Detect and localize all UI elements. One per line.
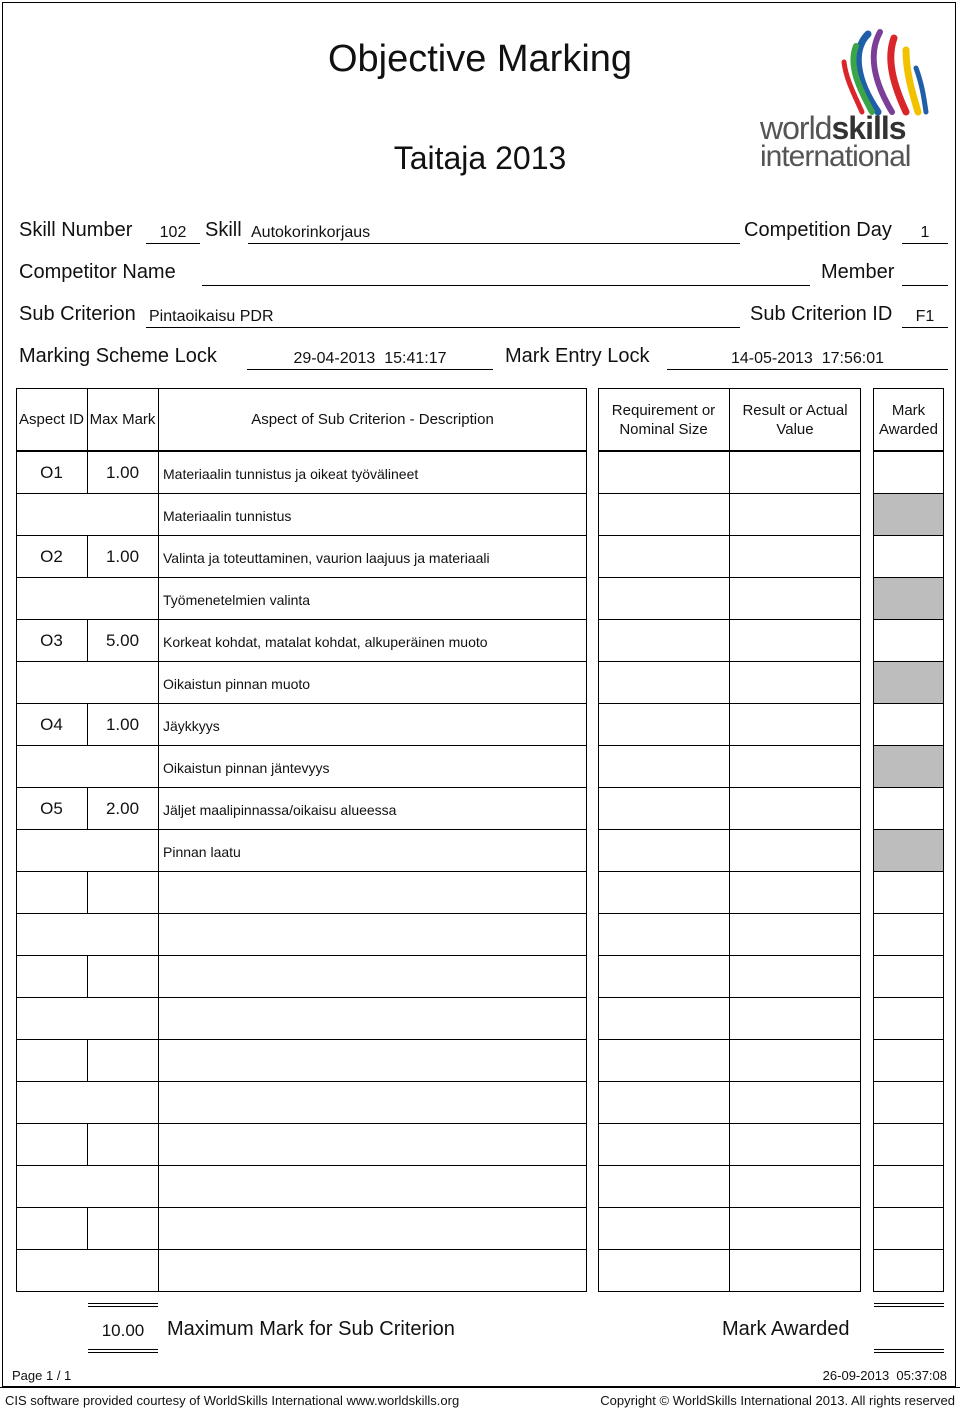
sub-criterion-underline xyxy=(146,327,740,328)
header-aspect-id: Aspect ID xyxy=(18,411,85,428)
table-row-max-mark: 5.00 xyxy=(105,631,140,650)
table-row-id-cell xyxy=(16,661,159,704)
table-row-aspect-id: O5 xyxy=(40,799,63,818)
table-row-result-cell[interactable] xyxy=(729,1207,861,1250)
table-row-desc-cell xyxy=(158,955,587,998)
table-row-description: Työmenetelmien valinta xyxy=(163,592,311,608)
table-row-requirement-cell[interactable] xyxy=(598,1123,730,1166)
logo-text-skills: skills xyxy=(831,110,906,146)
table-row-requirement-cell[interactable] xyxy=(598,1081,730,1124)
marking-scheme-lock-value: 29-04-2013 15:41:17 xyxy=(293,350,447,367)
table-row-requirement-cell[interactable] xyxy=(598,535,730,578)
table-row-description: Jäykkyys xyxy=(163,718,220,734)
skill-underline xyxy=(248,243,740,244)
print-timestamp: 26-09-2013 05:37:08 xyxy=(822,1368,947,1383)
table-row-requirement-cell[interactable] xyxy=(598,1207,730,1250)
table-row-result-cell[interactable] xyxy=(729,1123,861,1166)
table-row-id-cell xyxy=(16,493,159,536)
table-row-requirement-cell[interactable] xyxy=(598,955,730,998)
table-row-id-cell xyxy=(16,577,159,620)
table-row-id-cell xyxy=(16,1081,159,1124)
table-row-max-mark: 1.00 xyxy=(105,463,140,482)
sub-criterion-id-value[interactable]: F1 xyxy=(915,308,935,325)
table-row-mark-cell[interactable] xyxy=(873,1039,944,1082)
competition-day-value[interactable]: 1 xyxy=(920,224,930,241)
max-total-value: 10.00 xyxy=(101,1321,145,1340)
table-row-mark-cell[interactable] xyxy=(873,703,944,746)
table-row-result-cell[interactable] xyxy=(729,1081,861,1124)
header-description: Aspect of Sub Criterion - Description xyxy=(251,411,494,428)
table-row-mark-cell[interactable] xyxy=(873,871,944,914)
table-row-mark-cell[interactable] xyxy=(873,1249,944,1292)
table-row-requirement-cell[interactable] xyxy=(598,619,730,662)
sub-criterion-label: Sub Criterion xyxy=(19,303,136,325)
table-row-description: Valinta ja toteuttaminen, vaurion laajuus ja materiaali xyxy=(163,550,490,566)
table-row-mark-cell[interactable] xyxy=(873,1081,944,1124)
table-row-max-mark: 2.00 xyxy=(105,799,140,818)
table-row-desc-cell xyxy=(158,871,587,914)
table-row-requirement-cell[interactable] xyxy=(598,787,730,830)
table-row-requirement-cell[interactable] xyxy=(598,913,730,956)
table-row-id-divider xyxy=(87,1207,88,1250)
awarded-top-rule xyxy=(874,1303,944,1307)
table-row-id-cell xyxy=(16,829,159,872)
sub-criterion-value[interactable]: Pintaoikaisu PDR xyxy=(149,308,274,325)
copyright-notice: Copyright © WorldSkills International 2013. All rights reserved xyxy=(600,1393,955,1408)
member-underline xyxy=(902,285,948,286)
table-row-description: Jäljet maalipinnassa/oikaisu alueessa xyxy=(163,802,397,818)
table-row-requirement-cell[interactable] xyxy=(598,871,730,914)
total-bottom-rule xyxy=(88,1349,158,1353)
header-result: Result or Actual Value xyxy=(742,401,848,438)
table-row-mark-cell xyxy=(873,577,944,620)
table-row-aspect-id: O2 xyxy=(40,547,63,566)
table-row-description: Oikaistun pinnan muoto xyxy=(163,676,311,692)
table-row-aspect-id: O1 xyxy=(40,463,63,482)
table-row-result-cell[interactable] xyxy=(729,871,861,914)
table-row-desc-cell xyxy=(158,1207,587,1250)
skill-value[interactable]: Autokorinkorjaus xyxy=(251,224,371,241)
table-row-mark-cell xyxy=(873,661,944,704)
table-row-result-cell[interactable] xyxy=(729,619,861,662)
table-row-id-cell xyxy=(16,745,159,788)
table-row-result-cell[interactable] xyxy=(729,955,861,998)
table-row-aspect-id: O4 xyxy=(40,715,63,734)
table-row-id-divider xyxy=(87,955,88,998)
mark-entry-lock-underline xyxy=(667,369,948,370)
logo-text-line2: international xyxy=(760,140,911,173)
skill-number-value[interactable]: 102 xyxy=(159,224,187,241)
table-row-mark-cell xyxy=(873,493,944,536)
table-row-desc-cell xyxy=(158,703,587,746)
table-row-description: Korkeat kohdat, matalat kohdat, alkuperäinen muoto xyxy=(163,634,488,650)
table-row-mark-cell[interactable] xyxy=(873,619,944,662)
table-row-mark-cell[interactable] xyxy=(873,535,944,578)
page-subtitle: Taitaja 2013 xyxy=(393,140,567,176)
mark-entry-lock-label: Mark Entry Lock xyxy=(505,345,650,367)
skill-number-underline xyxy=(146,243,200,244)
table-row-id-cell xyxy=(16,1165,159,1208)
skill-label: Skill xyxy=(205,219,242,241)
page-number: Page 1 / 1 xyxy=(12,1368,72,1383)
table-row-max-mark: 1.00 xyxy=(105,547,140,566)
table-row-mark-cell xyxy=(873,829,944,872)
max-total-label: Maximum Mark for Sub Criterion xyxy=(167,1318,455,1340)
sub-criterion-id-label: Sub Criterion ID xyxy=(750,303,893,325)
table-row-desc-cell xyxy=(158,1039,587,1082)
table-row-result-cell[interactable] xyxy=(729,997,861,1040)
sub-criterion-id-underline xyxy=(902,327,948,328)
table-row-requirement-cell[interactable] xyxy=(598,829,730,872)
awarded-bottom-rule xyxy=(874,1349,944,1353)
competitor-name-label: Competitor Name xyxy=(19,261,176,283)
table-row-result-cell[interactable] xyxy=(729,787,861,830)
table-row-description: Pinnan laatu xyxy=(163,844,241,860)
table-row-mark-cell[interactable] xyxy=(873,1207,944,1250)
table-row-requirement-cell[interactable] xyxy=(598,1249,730,1292)
table-row-result-cell[interactable] xyxy=(729,661,861,704)
table-row-desc-cell xyxy=(158,997,587,1040)
marking-scheme-lock-label: Marking Scheme Lock xyxy=(19,345,217,367)
table-row-requirement-cell[interactable] xyxy=(598,661,730,704)
table-row-mark-cell[interactable] xyxy=(873,1165,944,1208)
table-row-requirement-cell[interactable] xyxy=(598,997,730,1040)
table-row-description: Materiaalin tunnistus xyxy=(163,508,292,524)
table-row-result-cell[interactable] xyxy=(729,493,861,536)
table-row-result-cell[interactable] xyxy=(729,1039,861,1082)
table-row-result-cell[interactable] xyxy=(729,1165,861,1208)
table-row-desc-cell xyxy=(158,1123,587,1166)
table-row-result-cell[interactable] xyxy=(729,535,861,578)
table-row-id-cell xyxy=(16,1249,159,1292)
table-row-max-mark: 1.00 xyxy=(105,715,140,734)
table-row-mark-cell[interactable] xyxy=(873,787,944,830)
table-row-desc-cell xyxy=(158,1165,587,1208)
header-mark-awarded: Mark Awarded xyxy=(879,401,938,438)
worldskills-logo-icon xyxy=(756,28,936,118)
member-label: Member xyxy=(821,261,895,283)
table-row-desc-cell xyxy=(158,1081,587,1124)
table-row-mark-cell[interactable] xyxy=(873,913,944,956)
table-row-result-cell[interactable] xyxy=(729,1249,861,1292)
table-row-requirement-cell[interactable] xyxy=(598,577,730,620)
table-row-id-cell xyxy=(16,997,159,1040)
table-row-mark-cell xyxy=(873,745,944,788)
table-row-result-cell[interactable] xyxy=(729,745,861,788)
table-row-id-cell xyxy=(16,913,159,956)
skill-number-label: Skill Number xyxy=(19,219,133,241)
mark-entry-lock-value: 14-05-2013 17:56:01 xyxy=(730,350,884,367)
marking-scheme-lock-underline xyxy=(247,369,493,370)
competition-day-label: Competition Day xyxy=(744,219,892,241)
table-row-desc-cell xyxy=(158,913,587,956)
table-row-requirement-cell[interactable] xyxy=(598,451,730,494)
table-row-aspect-id: O3 xyxy=(40,631,63,650)
header-requirement: Requirement or Nominal Size xyxy=(611,401,716,438)
footer-rule xyxy=(0,1387,960,1388)
table-row-description: Materiaalin tunnistus ja oikeat työvälineet xyxy=(163,466,419,482)
worldskills-logo xyxy=(756,28,936,178)
table-row-requirement-cell[interactable] xyxy=(598,1039,730,1082)
logo-text-world: world xyxy=(760,110,832,146)
table-row-requirement-cell[interactable] xyxy=(598,703,730,746)
table-row-id-divider xyxy=(87,1123,88,1166)
header-max-mark: Max Mark xyxy=(89,411,156,428)
table-row-result-cell[interactable] xyxy=(729,703,861,746)
table-row-result-cell[interactable] xyxy=(729,577,861,620)
table-row-result-cell[interactable] xyxy=(729,829,861,872)
total-top-rule xyxy=(88,1303,158,1307)
table-row-id-divider xyxy=(87,871,88,914)
mark-awarded-label: Mark Awarded xyxy=(722,1318,850,1340)
table-row-requirement-cell[interactable] xyxy=(598,1165,730,1208)
competition-day-underline xyxy=(902,243,948,244)
table-row-mark-cell[interactable] xyxy=(873,1123,944,1166)
table-row-mark-cell[interactable] xyxy=(873,997,944,1040)
software-credit: CIS software provided courtesy of WorldSkills International www.worldskills.org xyxy=(5,1393,460,1408)
table-row-description: Oikaistun pinnan jäntevyys xyxy=(163,760,330,776)
table-row-desc-cell xyxy=(158,1249,587,1292)
table-row-result-cell[interactable] xyxy=(729,451,861,494)
table-row-mark-cell[interactable] xyxy=(873,451,944,494)
table-row-mark-cell[interactable] xyxy=(873,955,944,998)
table-row-result-cell[interactable] xyxy=(729,913,861,956)
table-row-requirement-cell[interactable] xyxy=(598,493,730,536)
competitor-name-underline xyxy=(202,285,810,286)
page-title: Objective Marking xyxy=(327,38,633,80)
table-row-requirement-cell[interactable] xyxy=(598,745,730,788)
table-row-id-divider xyxy=(87,1039,88,1082)
